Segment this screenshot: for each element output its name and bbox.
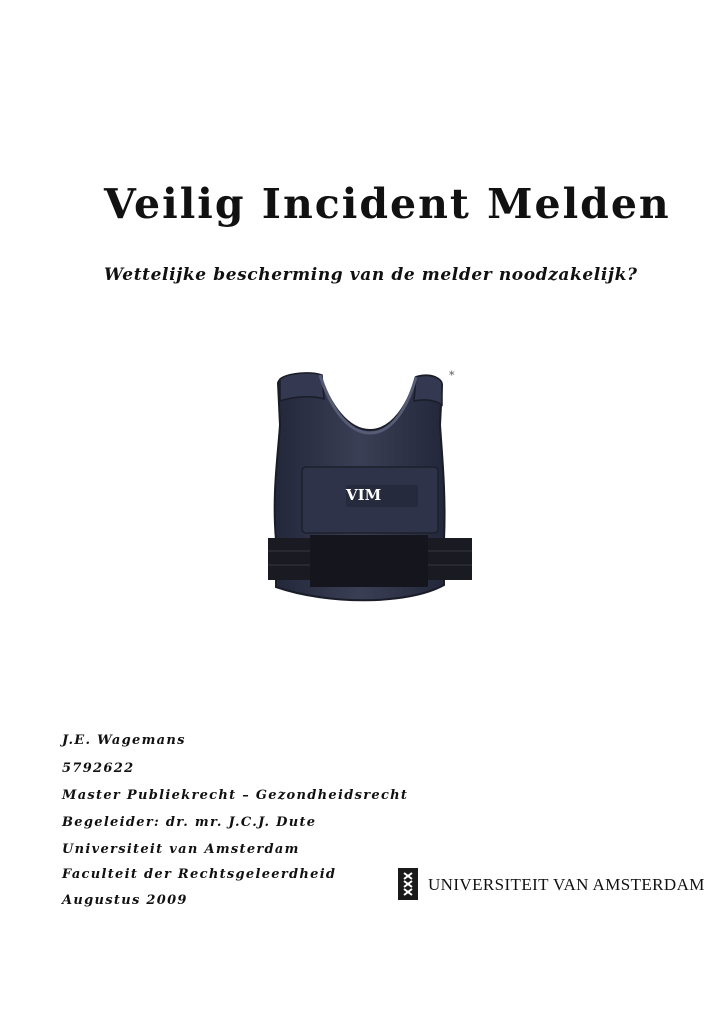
faculty: Faculteit der Rechtsgeleerdheid — [62, 867, 337, 882]
date: Augustus 2009 — [62, 893, 188, 908]
vest-illustration — [258, 355, 478, 617]
author-name: J.E. Wagemans — [62, 733, 186, 748]
university-logo — [398, 868, 705, 902]
uva-seal-icon — [398, 868, 418, 900]
logo-wordmark: UNIVERSITEIT VAN AMSTERDAM — [428, 875, 705, 894]
document-title: Veilig Incident Melden — [104, 180, 671, 228]
document-subtitle: Wettelijke bescherming van de melder noodzakelijk? — [104, 265, 638, 285]
supervisor: Begeleider: dr. mr. J.C.J. Dute — [62, 815, 317, 830]
image-footnote-marker: * — [449, 369, 455, 382]
body-armor-vest-image — [258, 355, 478, 617]
university: Universiteit van Amsterdam — [62, 842, 300, 857]
vest-patch-label: VIM — [346, 486, 382, 504]
master-program: Master Publiekrecht – Gezondheidsrecht — [62, 788, 409, 803]
student-number: 5792622 — [62, 761, 135, 776]
